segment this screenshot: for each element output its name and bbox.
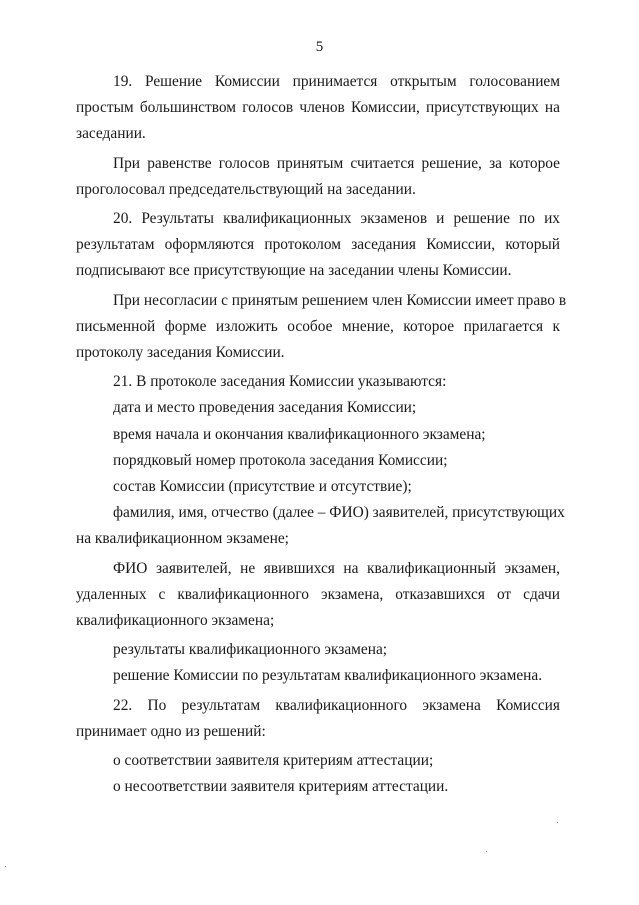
- text-line: ФИО заявителей, не явившихся на квалификационный экзамен,: [113, 559, 560, 577]
- paragraph-p21a: [76, 395, 560, 421]
- text-line: дата и место проведения заседания Комиссии;: [113, 399, 417, 417]
- text-line: При несогласии с принятым решением член Комиссии имеет право в: [113, 291, 567, 309]
- text-line: принимает одно из решений:: [76, 722, 266, 740]
- paragraph-p22b: [76, 774, 560, 800]
- text-line: 22. По результатам квалификационного экзамена Комиссия: [113, 696, 560, 714]
- page-number: 5: [315, 39, 324, 55]
- scan-speck: [557, 822, 558, 823]
- paragraph-p21e: [76, 500, 565, 552]
- text-line: подписывают все присутствующие на заседании члены Комиссии.: [76, 262, 512, 280]
- text-line: состав Комиссии (присутствие и отсутствие);: [113, 478, 412, 496]
- paragraph-p19: [76, 69, 560, 148]
- text-line: удаленных с квалификационного экзамена, отказавшихся от сдачи: [76, 585, 560, 603]
- text-line: проголосовал председательствующий на заседании.: [76, 180, 416, 198]
- paragraph-p22a: [76, 748, 560, 774]
- text-line: время начала и окончания квалификационного экзамена;: [113, 425, 486, 443]
- paragraph-p21d: [76, 474, 560, 500]
- text-line: 21. В протоколе заседания Комиссии указываются:: [113, 373, 447, 391]
- text-line: решение Комиссии по результатам квалификационного экзамена.: [113, 667, 543, 685]
- scan-speck: [5, 866, 6, 867]
- text-line: о соответствии заявителя критериям аттестации;: [113, 752, 434, 770]
- document-body: [76, 69, 567, 800]
- text-line: на квалификационном экзамене;: [76, 530, 289, 548]
- paragraph-p21b: [76, 422, 560, 448]
- paragraph-p19b: [76, 151, 560, 203]
- paragraph-p21f: [76, 556, 560, 635]
- paragraph-p20b: [76, 288, 567, 367]
- text-line: результатам оформляются протоколом заседания Комиссии, который: [76, 236, 560, 254]
- text-line: квалификационного экзамена;: [76, 612, 275, 630]
- paragraph-p22: [76, 693, 560, 745]
- text-line: протоколу заседания Комиссии.: [76, 344, 285, 362]
- paragraph-p21g: [76, 637, 560, 663]
- paragraph-p21c: [76, 448, 560, 474]
- text-line: письменной форме изложить особое мнение, которое прилагается к: [76, 317, 560, 335]
- text-line: 20. Результаты квалификационных экзаменов и решение по их: [113, 210, 560, 228]
- text-line: 19. Решение Комиссии принимается открытым голосованием: [113, 73, 560, 90]
- text-line: простым большинством голосов членов Комиссии, присутствующих на: [76, 99, 560, 117]
- scan-speck: [486, 851, 487, 852]
- text-line: результаты квалификационного экзамена;: [113, 641, 388, 659]
- paragraph-p21: [76, 369, 560, 395]
- text-line: заседании.: [76, 125, 146, 143]
- text-line: порядковый номер протокола заседания Комиссии;: [113, 451, 448, 469]
- text-line: о несоответствии заявителя критериям аттестации.: [113, 778, 449, 796]
- paragraph-p20: [76, 206, 560, 285]
- paragraph-p21h: [76, 663, 560, 689]
- text-line: При равенстве голосов принятым считается решение, за которое: [113, 154, 560, 172]
- text-line: фамилия, имя, отчество (далее – ФИО) заявителей, присутствующих: [113, 504, 565, 522]
